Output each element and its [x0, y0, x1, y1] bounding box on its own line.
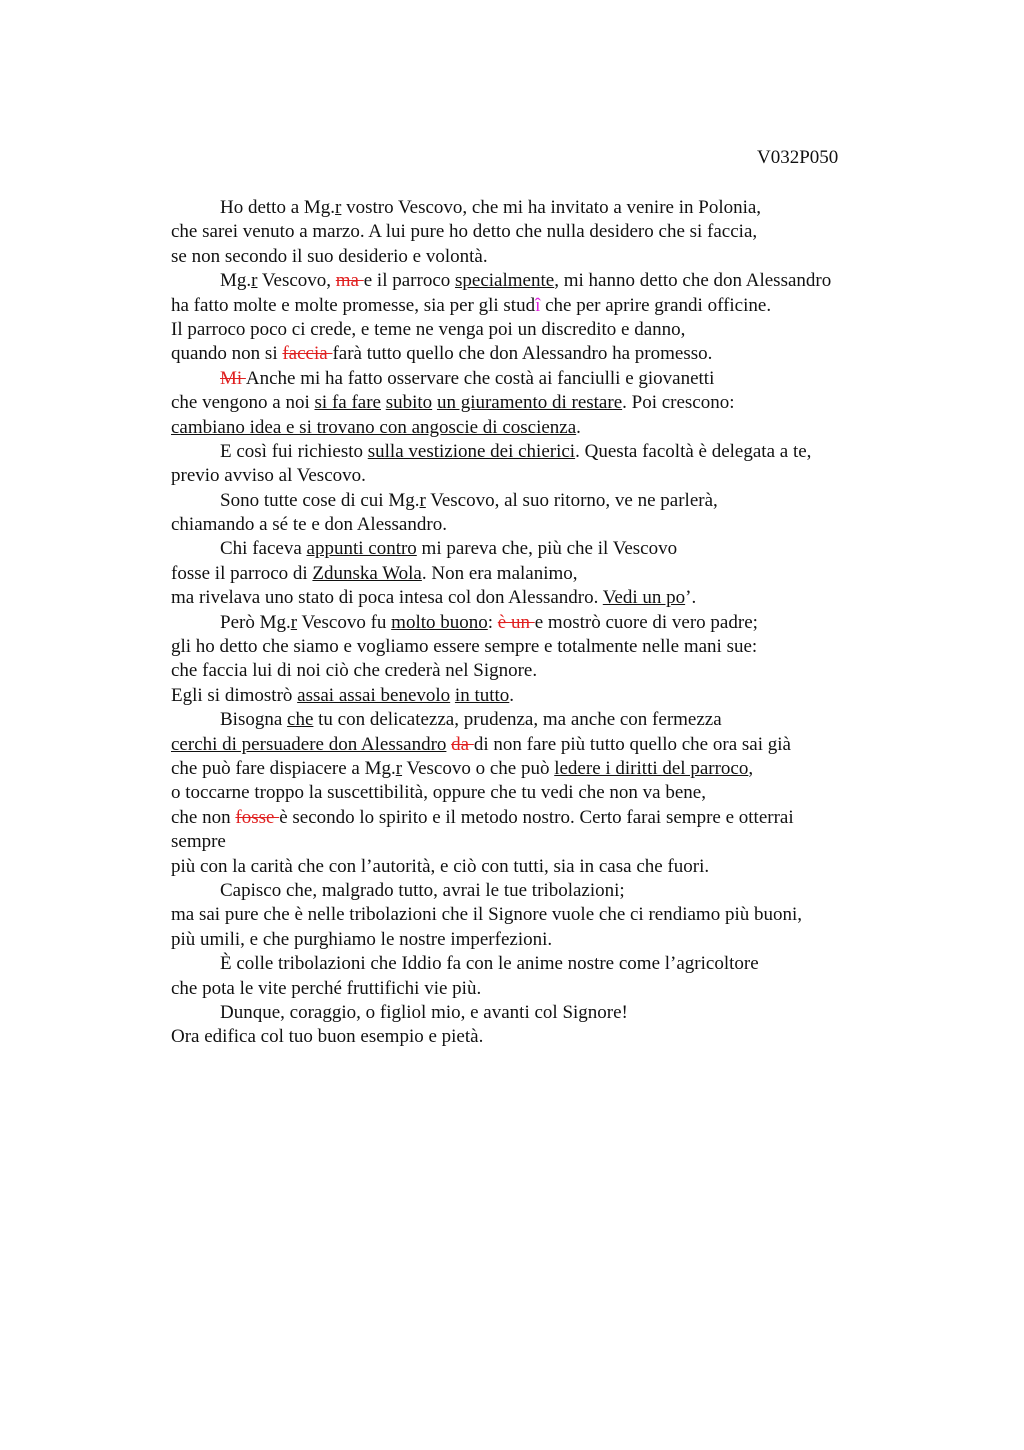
text-line	[171, 196, 891, 220]
text-line	[171, 367, 891, 391]
text-segment: farà tutto quello che don Alessandro ha promesso.	[332, 343, 713, 365]
text-line	[171, 489, 891, 513]
text-segment: Dunque, coraggio, o figliol mio, e avanti col Signore!	[220, 1001, 628, 1023]
underlined-text: Zdunska Wola	[312, 562, 422, 584]
text-segment: quando non si	[171, 343, 283, 365]
underlined-text: molto buono	[391, 611, 488, 633]
text-line	[171, 464, 891, 488]
text-segment: ’.	[685, 587, 697, 609]
text-line	[171, 220, 891, 244]
text-segment: .	[576, 416, 581, 438]
underlined-text: che	[287, 709, 314, 731]
text-segment: è secondo lo spirito e il metodo nostro. Certo farai sempre e otterrai	[279, 806, 794, 828]
text-segment: chiamando a sé te e don Alessandro.	[171, 514, 447, 536]
underlined-text: Vedi un po	[602, 587, 686, 609]
underlined-text: sulla vestizione dei chierici	[367, 440, 576, 462]
text-line	[171, 708, 891, 732]
underlined-text: un giuramento di restare	[436, 392, 623, 414]
text-line	[171, 562, 891, 586]
text-line	[171, 903, 891, 927]
text-segment: Egli si dimostrò	[171, 684, 298, 706]
text-line	[171, 928, 891, 952]
text-line	[171, 952, 891, 976]
underlined-text: subito	[385, 392, 433, 414]
text-segment: che non	[171, 806, 236, 828]
text-segment: . Non era malanimo,	[421, 562, 578, 584]
text-line	[171, 611, 891, 635]
underlined-text: r	[419, 489, 426, 511]
text-segment: E così fui richiesto	[220, 440, 368, 462]
text-segment: più umili, e che purghiamo le nostre imperfezioni.	[171, 928, 553, 950]
text-line	[171, 513, 891, 537]
text-segment: se non secondo il suo desiderio e volontà.	[171, 245, 488, 267]
underlined-text: in tutto	[454, 684, 510, 706]
text-segment: mi pareva che, più che il Vescovo	[416, 538, 678, 560]
text-segment: , mi hanno detto che don Alessandro	[554, 270, 832, 292]
underlined-text: cerchi di persuadere don Alessandro	[171, 733, 447, 755]
text-segment: ha fatto molte e molte promesse, sia per gli stud	[171, 294, 536, 316]
text-segment: di non fare più tutto quello che ora sai già	[473, 733, 791, 755]
underlined-text: si fa fare	[314, 392, 381, 414]
text-line	[171, 855, 891, 879]
deleted-text: da	[451, 733, 474, 755]
deleted-text: faccia	[282, 343, 333, 365]
text-segment: Il parroco poco ci crede, e teme ne venga poi un discredito e danno,	[171, 318, 686, 340]
text-segment: È colle tribolazioni che Iddio fa con le anime nostre come l’agricoltore	[220, 953, 759, 975]
text-segment: e mostrò cuore di vero padre;	[534, 611, 758, 633]
text-segment: vostro Vescovo, che mi ha invitato a venire in Polonia,	[341, 197, 762, 218]
text-segment: Però Mg.	[220, 611, 291, 633]
underlined-text: specialmente	[455, 270, 555, 292]
text-segment: Bisogna	[220, 709, 288, 731]
text-segment: .	[509, 684, 515, 706]
text-segment: sempre	[171, 831, 226, 853]
letter-body	[171, 196, 891, 1050]
deleted-text: fosse	[235, 806, 280, 828]
underlined-text: cambiano idea e si trovano con angoscie di coscienza	[171, 416, 577, 438]
text-segment: Chi faceva	[220, 538, 307, 560]
text-segment: tu con delicatezza, prudenza, ma anche con fermezza	[313, 709, 722, 731]
text-line	[171, 781, 891, 805]
text-line	[171, 659, 891, 683]
text-segment: Vescovo,	[257, 270, 336, 292]
text-line	[171, 806, 891, 830]
document-id: V032P050	[757, 147, 839, 168]
text-line	[171, 635, 891, 659]
underlined-text: r	[335, 197, 342, 218]
text-line	[171, 391, 891, 415]
underlined-text: r	[395, 757, 403, 779]
text-segment: che faccia lui di noi ciò che crederà nel Signore.	[171, 660, 538, 682]
text-line	[171, 1001, 891, 1025]
underlined-text: ledere i diritti del parroco	[554, 757, 749, 779]
text-segment: che vengono a noi	[171, 392, 315, 414]
text-segment: :	[487, 611, 498, 633]
text-segment: . Questa facoltà è delegata a te,	[575, 440, 812, 462]
text-line	[171, 440, 891, 464]
text-segment: Sono tutte cose di cui Mg.	[220, 489, 420, 511]
text-line	[171, 733, 891, 757]
text-segment: ,	[748, 757, 754, 779]
text-segment: Vescovo fu	[297, 611, 392, 633]
text-line	[171, 977, 891, 1001]
text-line	[171, 416, 891, 440]
text-segment: fosse il parroco di	[171, 562, 313, 584]
text-line	[171, 294, 891, 318]
text-segment: . Poi crescono:	[622, 392, 735, 414]
text-segment: ma rivelava uno stato di poca intesa col don Alessandro.	[171, 587, 603, 609]
text-segment: Mg.	[220, 270, 252, 292]
text-segment: ma sai pure che è nelle tribolazioni che il Signore vuole che ci rendiamo più buoni,	[171, 904, 803, 926]
text-segment: che può fare dispiacere a Mg.	[171, 757, 396, 779]
text-segment: o toccarne troppo la suscettibilità, oppure che tu vedi che non va bene,	[171, 782, 706, 804]
text-line	[171, 830, 891, 854]
text-segment: Vescovo, al suo ritorno, ve ne parlerà,	[425, 489, 718, 511]
text-line	[171, 245, 891, 269]
underlined-text: assai assai benevolo	[297, 684, 451, 706]
underlined-text: r	[251, 270, 258, 292]
underlined-text: r	[290, 611, 298, 633]
highlighted-char: î	[535, 294, 541, 316]
text-segment: che pota le vite perché fruttifichi vie più.	[171, 977, 482, 999]
underlined-text: appunti contro	[306, 538, 417, 560]
text-line	[171, 537, 891, 561]
text-segment: che per aprire grandi officine.	[540, 294, 772, 316]
deleted-text: ma	[335, 270, 364, 292]
text-segment: Ora edifica col tuo buon esempio e pietà.	[171, 1026, 484, 1048]
deleted-text: è un	[497, 611, 535, 633]
text-line	[171, 1025, 891, 1049]
text-line	[171, 342, 891, 366]
text-segment: previo avviso al Vescovo.	[171, 465, 366, 487]
deleted-text: Mi	[220, 367, 246, 389]
text-line	[171, 269, 891, 293]
text-segment: Anche mi ha fatto osservare che costà ai fanciulli e giovanetti	[245, 367, 715, 389]
text-line	[171, 879, 891, 903]
text-line	[171, 318, 891, 342]
text-segment: Vescovo o che può	[402, 757, 555, 779]
text-line	[171, 757, 891, 781]
text-line	[171, 684, 891, 708]
text-segment: più con la carità che con l’autorità, e ciò con tutti, sia in casa che fuori.	[171, 855, 710, 877]
text-segment: Ho detto a Mg.	[220, 197, 336, 218]
text-segment: che sarei venuto a marzo. A lui pure ho detto che nulla desidero che si faccia,	[171, 221, 758, 243]
text-segment: gli ho detto che siamo e vogliamo essere sempre e totalmente nelle mani sue:	[171, 636, 758, 658]
text-segment: e il parroco	[363, 270, 456, 292]
text-line	[171, 586, 891, 610]
text-segment: Capisco che, malgrado tutto, avrai le tue tribolazioni;	[220, 879, 625, 901]
